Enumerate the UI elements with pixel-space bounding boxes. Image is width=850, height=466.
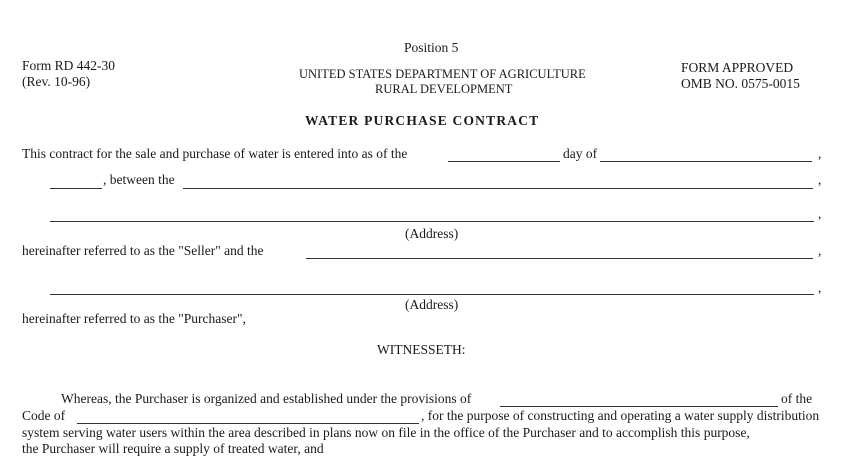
form-number: Form RD 442-30: [22, 58, 116, 73]
seller-address-field[interactable]: [50, 221, 814, 222]
form-approved-label: FORM APPROVED: [681, 60, 794, 75]
comma: ,: [818, 206, 822, 221]
witnesseth-heading: WITNESSETH:: [377, 342, 466, 357]
position-label: Position 5: [404, 40, 459, 55]
code-of-label: Code of: [22, 408, 66, 423]
purchaser-name-field[interactable]: [306, 258, 813, 259]
page-title: WATER PURCHASE CONTRACT: [305, 113, 540, 128]
comma: ,: [818, 172, 822, 187]
between-label: , between the: [103, 172, 175, 187]
comma: ,: [818, 280, 822, 295]
comma: ,: [818, 243, 822, 258]
agency-name: RURAL DEVELOPMENT: [375, 82, 513, 96]
department-name: UNITED STATES DEPARTMENT OF AGRICULTURE: [299, 67, 586, 81]
comma: ,: [818, 146, 822, 161]
purchaser-text: hereinafter referred to as the "Purchaser",: [22, 311, 246, 326]
of-the-label: of the: [781, 391, 813, 406]
contract-year-field[interactable]: [50, 188, 102, 189]
omb-number: OMB NO. 0575-0015: [681, 76, 800, 91]
provisions-field[interactable]: [500, 406, 778, 407]
intro-text: This contract for the sale and purchase of water is entered into as of the: [22, 146, 408, 161]
purchaser-address-label: (Address): [405, 297, 459, 312]
purpose-text: , for the purpose of constructing and operating a water supply distribution: [421, 408, 820, 423]
seller-address-label: (Address): [405, 226, 459, 241]
purchaser-address-field[interactable]: [50, 294, 814, 295]
contract-month-field[interactable]: [600, 161, 812, 162]
whereas-text: Whereas, the Purchaser is organized and established under the provisions of: [61, 391, 472, 406]
day-of-label: day of: [563, 146, 598, 161]
paragraph-line-4: the Purchaser will require a supply of treated water, and: [22, 441, 324, 456]
paragraph-line-3: system serving water users within the area described in plans now on file in the office of the Purchaser and to accomplish this purpose,: [22, 425, 750, 440]
seller-name-field[interactable]: [183, 188, 813, 189]
seller-text: hereinafter referred to as the "Seller" and the: [22, 243, 264, 258]
contract-day-field[interactable]: [448, 161, 560, 162]
form-revision: (Rev. 10-96): [22, 74, 91, 89]
code-of-field[interactable]: [77, 423, 419, 424]
